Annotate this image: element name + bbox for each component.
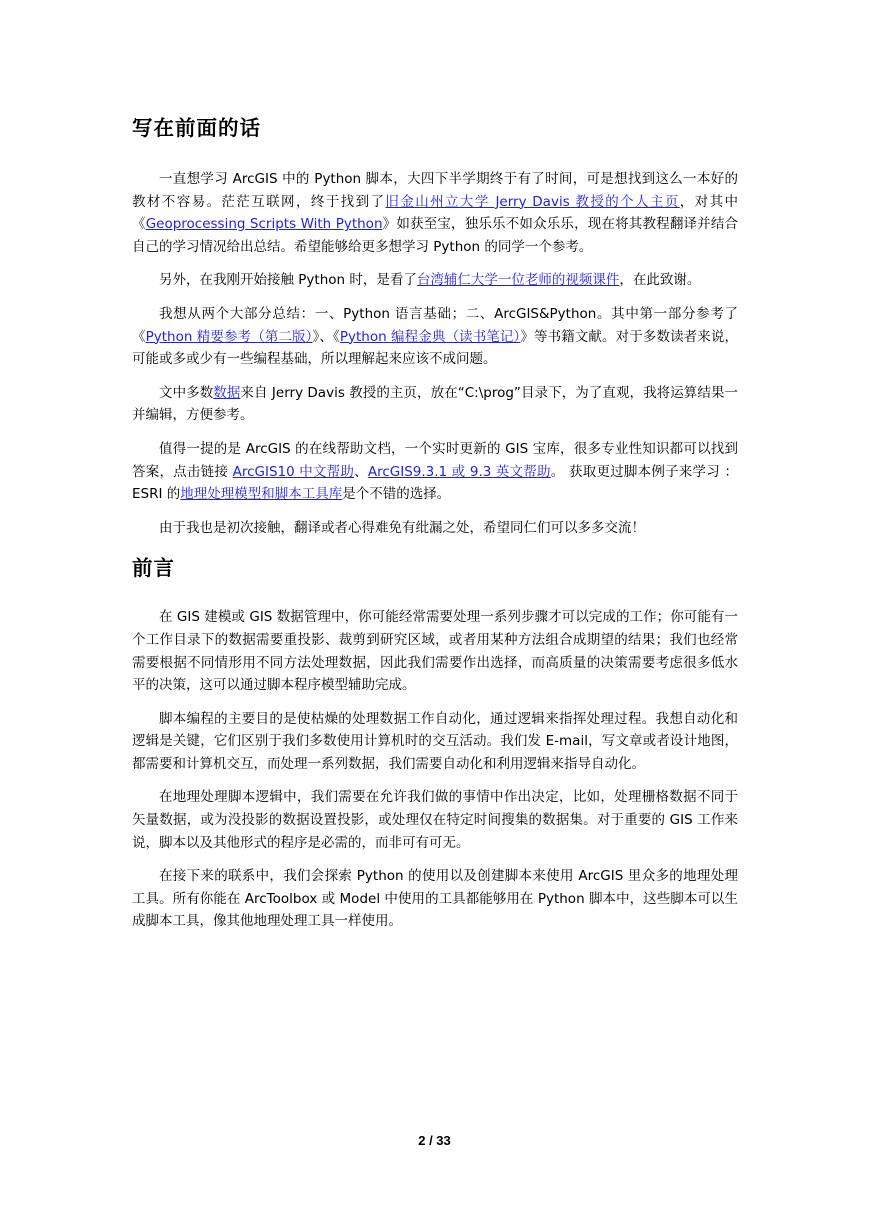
model-script-library-link[interactable]: 地理处理模型和脚本工具库 — [180, 486, 343, 503]
jerry-davis-homepage-link[interactable]: 旧金山州立大学 Jerry Davis 教授的个人主页 — [385, 193, 680, 210]
foreword-heading: 前言 — [132, 556, 175, 581]
preface-p4-text-2: 来自 Jerry Davis 教授的主页，放在“C:\prog”目录下，为了直观，我将运算结果一并编辑，方便参考。 — [132, 384, 739, 424]
video-courseware-link[interactable]: 台湾辅仁大学一位老师的视频课件 — [416, 272, 620, 289]
preface-p3-text-2: 》、《 — [312, 328, 340, 345]
page-number: 2 / 33 — [418, 1133, 451, 1148]
foreword-paragraph-3: 在地理处理脚本逻辑中，我们需要在允许我们做的事情中作出决定，比如，处理栅格数据不同于矢量数据，或为没投影的数据设置投影，或处理仅在特定时间搜集的数据集。对于重要的 GIS 工作来说，脚本以及其他形式的程序是必需的，而非可有可无。 — [132, 789, 738, 851]
page-content — [132, 110, 738, 944]
arcgis93-english-help-link[interactable]: ArcGIS9.3.1 或 9.3 英文帮助 — [367, 463, 551, 480]
preface-p3-text-1: 我想从两个大部分总结：一、Python 语言基础；二、ArcGIS&Python。其中第一部分参考了《 — [132, 305, 738, 345]
preface-paragraph-1 — [132, 168, 738, 258]
preface-p5-text-4: 是个不错的选择。 — [342, 486, 451, 503]
preface-p1-text-3: 》如获至宝，独乐乐不如众乐乐，现在将其教程翻译并结合自己的学习情况给出总结。希望能够给更多想学习 Python 的同学一个参考。 — [132, 216, 739, 255]
preface-p4-text-1: 文中多数 — [159, 384, 214, 401]
preface-paragraph-5 — [132, 438, 738, 506]
preface-paragraph-6: 由于我也是初次接触，翻译或者心得难免有纰漏之处，希望同仁们可以多多交流！ — [159, 519, 645, 536]
preface-heading: 写在前面的话 — [132, 116, 261, 140]
python-reference-link[interactable]: Python 精要参考（第二版） — [145, 328, 313, 345]
arcgis10-chinese-help-link[interactable]: ArcGIS10 中文帮助 — [232, 463, 355, 480]
preface-paragraph-2 — [132, 269, 738, 292]
data-link[interactable]: 数据 — [213, 384, 241, 401]
preface-p2-text-1: 另外，在我刚开始接触 Python 时，是看了 — [159, 272, 417, 289]
preface-p5-text-3: 。 获取更过脚本例子来学习 ：ESRI 的 — [132, 463, 738, 503]
preface-p1-text-2: ，对其中《 — [132, 193, 738, 233]
python-classic-link[interactable]: Python 编程金典（读书笔记） — [339, 328, 521, 345]
preface-p3-text-3: 》等书籍文献。对于多数读者来说，可能或多或少有一些编程基础，所以理解起来应该不成问题。 — [132, 328, 739, 368]
foreword-paragraph-2: 脚本编程的主要目的是使枯燥的处理数据工作自动化，通过逻辑来指挥处理过程。我想自动化和逻辑是关键，它们区别于我们多数使用计算机时的交互活动。我们发 E-mail，写文章或者设计地图，都需要和计算机交互，而处理一系列数据，我们需要自动化和利用逻辑来指导自动化。 — [132, 710, 738, 772]
foreword-paragraph-1: 在 GIS 建模或 GIS 数据管理中，你可能经常需要处理一系列步骤才可以完成的工作；你可能有一个工作目录下的数据需要重投影、裁剪到研究区域，或者用某种方法组合成期望的结果；我们也经常需要根据不同情形用不同方法处理数据，因此我们需要作出选择，而高质量的决策需要考虑很多低水平的决策，这可以通过脚本程序模型辅助完成。 — [132, 609, 738, 694]
foreword-paragraph-4: 在接下来的联系中，我们会探索 Python 的使用以及创建脚本来使用 ArcGIS 里众多的地理处理工具。所有你能在 ArcToolbox 或 Model 中使用的工具都能够用在 Python 脚本中，这些脚本可以生成脚本工具，像其他地理处理工具一样使用。 — [132, 868, 738, 930]
preface-p5-text-2: 、 — [354, 463, 368, 480]
preface-p5-text-1: 值得一提的是 ArcGIS 的在线帮助文档，一个实时更新的 GIS 宝库，很多专业性知识都可以找到答案，点击链接 — [132, 440, 738, 480]
preface-p2-text-2: ，在此致谢。 — [619, 272, 701, 289]
geoprocessing-scripts-link[interactable]: Geoprocessing Scripts With Python — [145, 216, 383, 233]
preface-paragraph-4 — [132, 382, 738, 427]
preface-p1-text-1: 一直想学习 ArcGIS 中的 Python 脚本，大四下半学期终于有了时间，可是想找到这么一本好的教材不容易。茫茫互联网，终于找到了 — [132, 171, 738, 210]
preface-paragraph-3 — [132, 303, 738, 371]
